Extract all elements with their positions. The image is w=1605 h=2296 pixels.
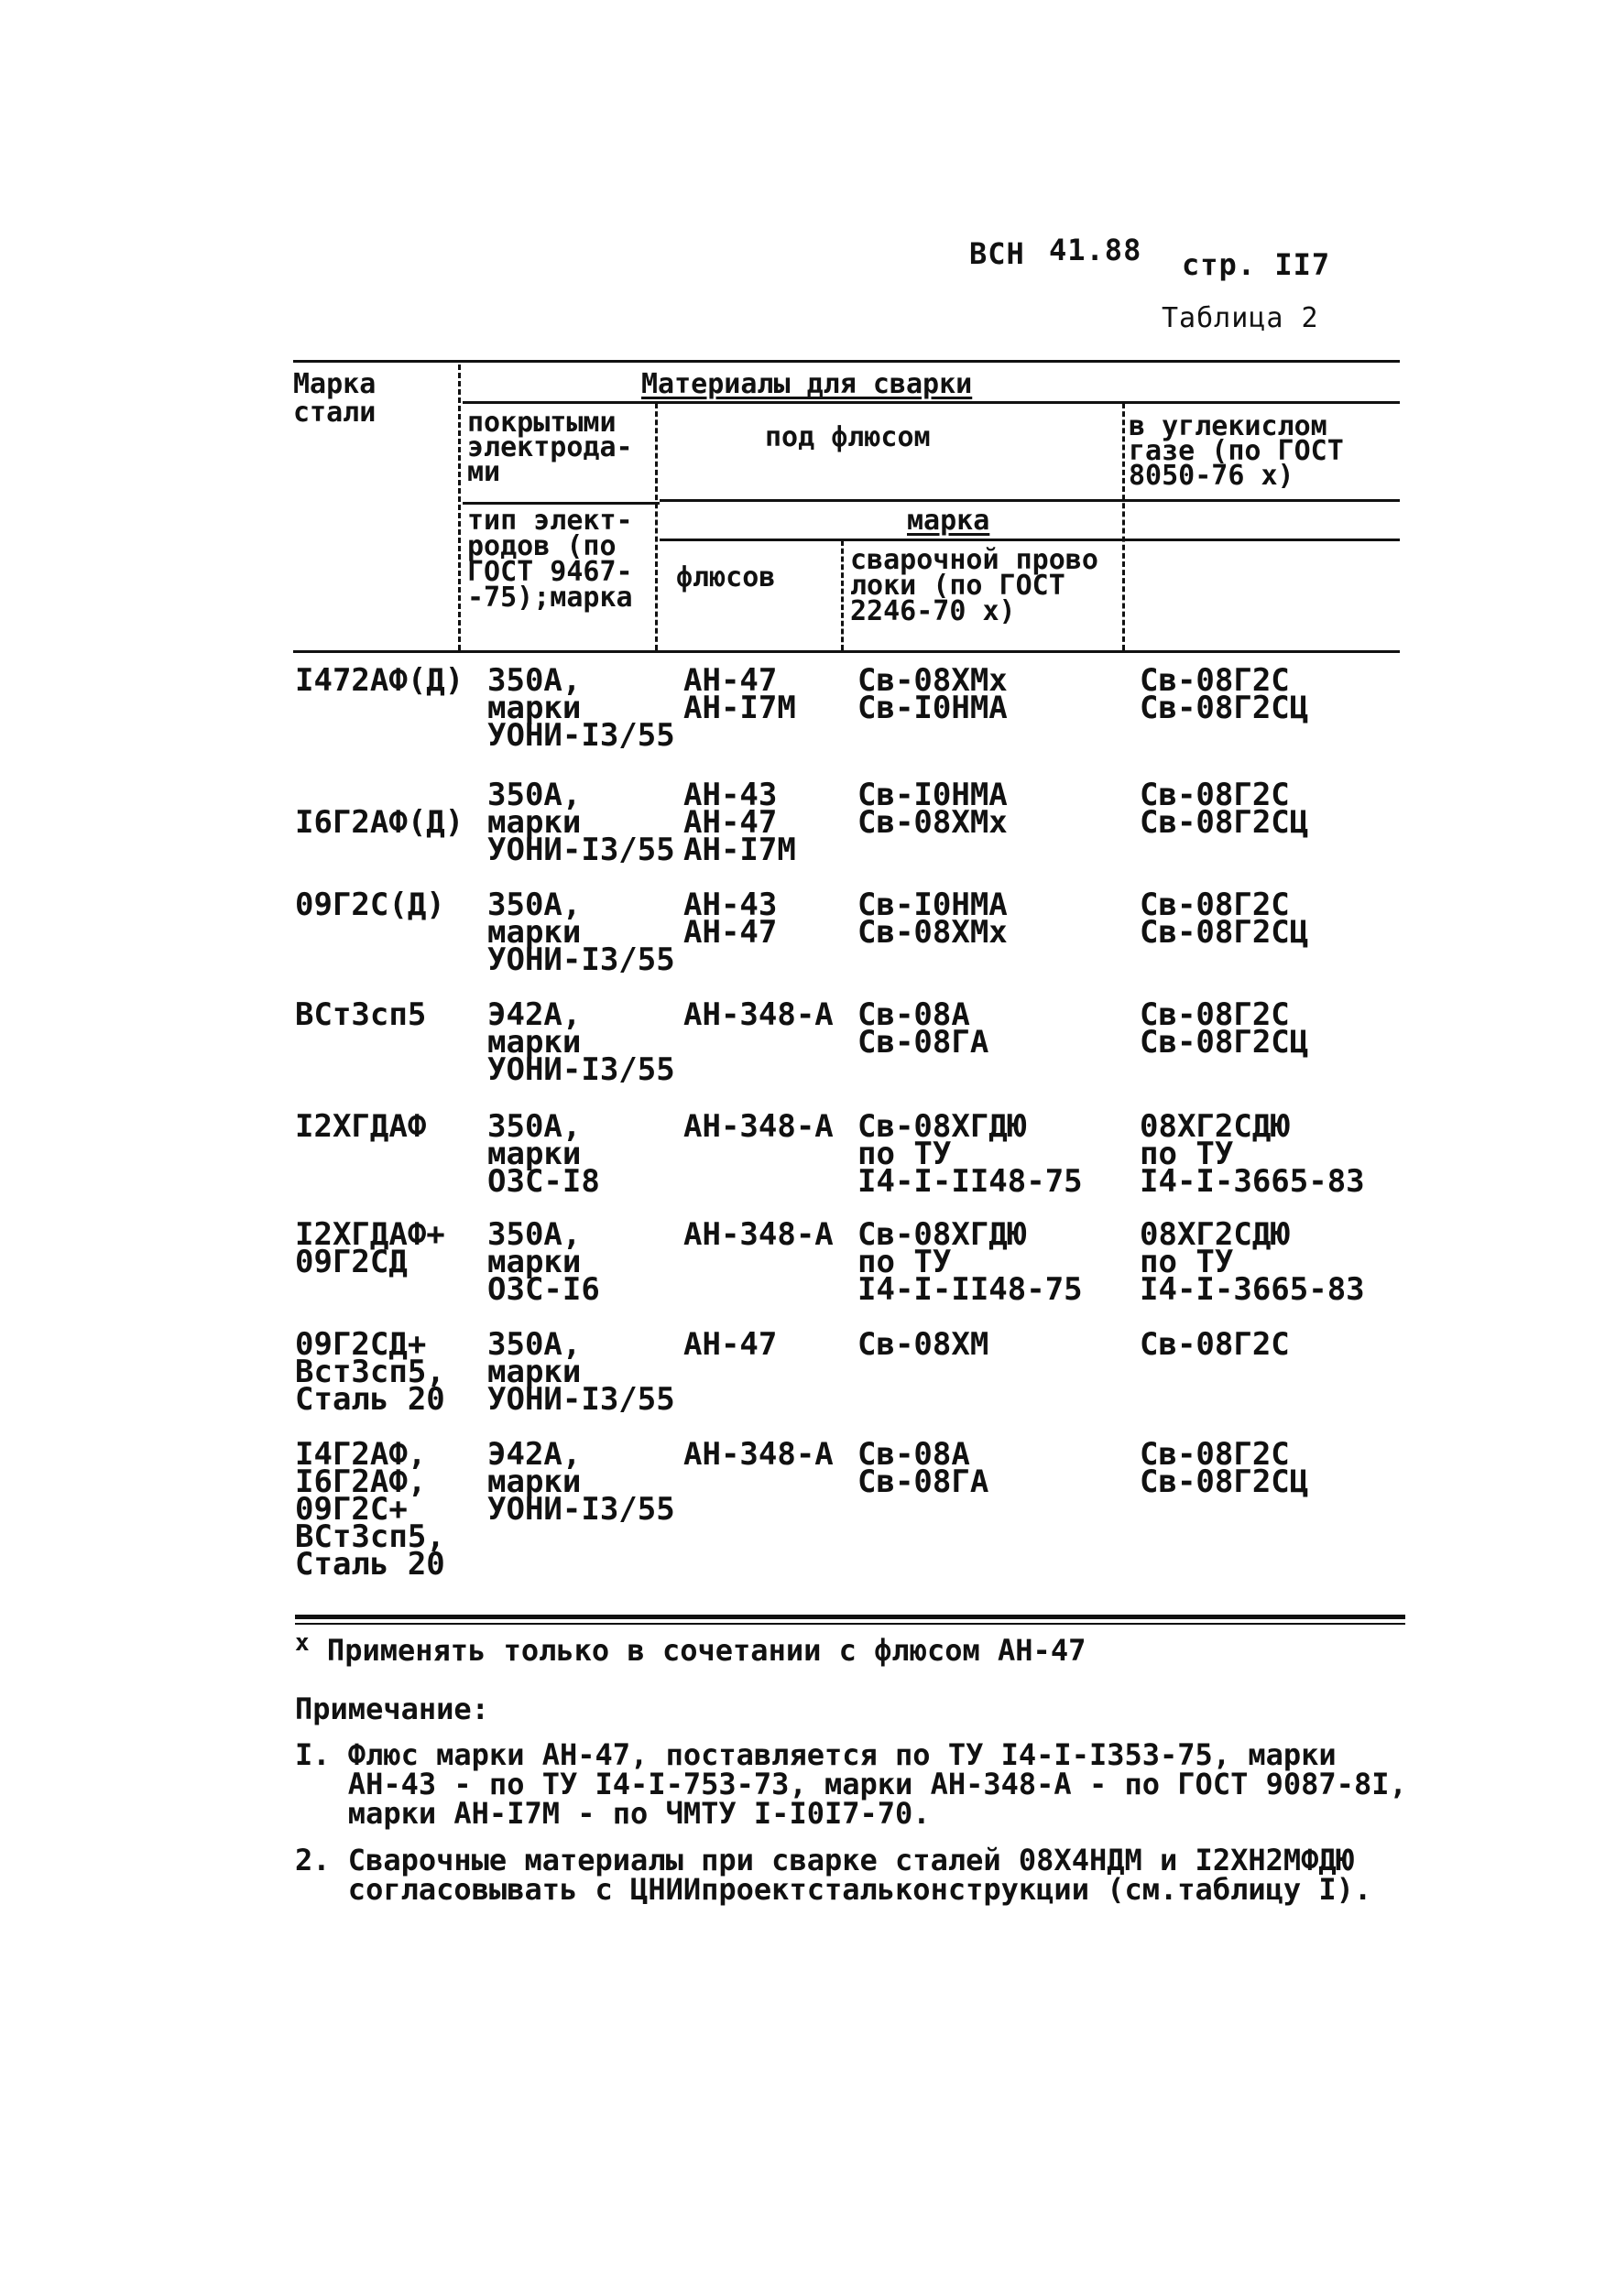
header-grade: марка (907, 505, 990, 537)
cell-gas: Св-08Г2С Св-08Г2СЦ (1140, 1436, 1309, 1500)
cell-electrode: Э42А, марки УОНИ-I3/55 (487, 1436, 675, 1528)
doc-code: ВСН (969, 236, 1025, 271)
materials-rule (463, 401, 1400, 404)
vline-flux (841, 540, 844, 650)
footnote-mark: х (295, 1629, 310, 1657)
header-welding-wire: сварочной прово локи (по ГОСТ 2246-70 х) (850, 544, 1098, 627)
cell-electrode: 350А, марки ОЗС-I6 (487, 1216, 600, 1308)
cell-electrode: 350А, марки УОНИ-I3/55 (487, 1326, 675, 1418)
cell-flux: АН-348-А (683, 1216, 834, 1253)
cell-steel: 09Г2С(Д) (295, 887, 445, 923)
doc-number: 41.88 (1049, 233, 1142, 267)
cell-flux: АН-47 (683, 1326, 778, 1363)
cell-wire: Св-I0НМА Св-08ХМх (857, 777, 1008, 841)
table-label: Таблица 2 (1162, 302, 1319, 334)
table-bottom-rule (295, 1615, 1405, 1619)
cell-flux: АН-43 АН-47 АН-I7М (683, 777, 796, 868)
vline-steel (458, 365, 461, 650)
cell-steel: ВСт3сп5 (295, 996, 427, 1033)
cell-gas: Св-08Г2С Св-08Г2СЦ (1140, 662, 1309, 726)
grade-rule (660, 539, 1400, 541)
footnote (295, 1629, 1086, 1668)
vline-electrode (655, 403, 658, 650)
cell-steel: I472АФ(Д) (295, 662, 464, 699)
table-row (295, 1216, 1394, 1331)
cell-electrode: Э42А, марки УОНИ-I3/55 (487, 996, 675, 1088)
cell-flux: АН-348-А (683, 1436, 834, 1473)
footnote-text: Применять только в сочетании с флюсом АН-47 (326, 1633, 1086, 1668)
header-materials: Материалы для сварки (641, 368, 973, 400)
cell-electrode: 350А, марки УОНИ-I3/55 (487, 887, 675, 978)
cell-electrode: 350А, марки УОНИ-I3/55 (487, 777, 675, 868)
table-row (295, 1436, 1394, 1587)
cell-wire: Св-08А Св-08ГА (857, 996, 989, 1061)
table-row (295, 777, 1394, 891)
cell-wire: Св-08ХМ (857, 1326, 989, 1363)
cell-wire: Св-08ХМх Св-I0НМА (857, 662, 1008, 726)
table-row (295, 662, 1394, 781)
table-row (295, 1108, 1394, 1221)
table-body (295, 662, 1394, 1587)
table-top-rule (293, 360, 1400, 363)
cell-flux: АН-47 АН-I7М (683, 662, 796, 726)
cell-flux: АН-348-А (683, 996, 834, 1033)
cell-wire: Св-08ХГДЮ по ТУ I4-I-II48-75 (857, 1108, 1083, 1200)
header-under-flux: под флюсом (765, 421, 931, 453)
header-co2-gas: в углекислом газе (по ГОСТ 8050-76 х) (1129, 410, 1344, 492)
header-flux: флюсов (676, 561, 776, 593)
cell-wire: Св-I0НМА Св-08ХМх (857, 887, 1008, 951)
cell-steel: 09Г2СД+ Вст3сп5, Сталь 20 (295, 1326, 445, 1418)
cell-steel: I2ХГДАФ+ 09Г2СД (295, 1216, 445, 1280)
cell-electrode: 350А, марки УОНИ-I3/55 (487, 662, 675, 754)
cell-gas: Св-08Г2С (1140, 1326, 1290, 1363)
header-steel-grade: Марка стали (293, 368, 377, 429)
cell-flux: АН-348-А (683, 1108, 834, 1145)
cell-electrode: 350А, марки ОЗС-I8 (487, 1108, 600, 1200)
cell-steel: I4Г2АФ, I6Г2АФ, 09Г2С+ ВСт3сп5, Сталь 20 (295, 1436, 445, 1583)
header-coated-electrodes: покрытыми электрода- ми (467, 407, 633, 488)
cell-gas: Св-08Г2С Св-08Г2СЦ (1140, 996, 1309, 1061)
cell-wire: Св-08ХГДЮ по ТУ I4-I-II48-75 (857, 1216, 1083, 1308)
table-row (295, 1326, 1394, 1441)
table-header-bottom-rule (293, 650, 1400, 653)
header-electrode-type: тип элект- родов (по ГОСТ 9467- -75);марка (467, 505, 633, 614)
table-row (295, 996, 1394, 1113)
notes-title: Примечание: (295, 1692, 489, 1726)
note-item-2: 2. Сварочные материалы при сварке сталей 08Х4НДМ и I2ХН2МФДЮ согласовывать с ЦНИИпроектстальконструкции (см.таблицу I). (295, 1843, 1372, 1907)
cell-steel: I2ХГДАФ (295, 1108, 427, 1145)
under-flux-rule (660, 499, 1400, 502)
vline-wire (1122, 403, 1125, 650)
cell-flux: АН-43 АН-47 (683, 887, 778, 951)
cell-steel: I6Г2АФ(Д) (295, 804, 464, 841)
cell-gas: Св-08Г2С Св-08Г2СЦ (1140, 777, 1309, 841)
table-bottom-rule-thin (295, 1623, 1405, 1625)
note-item-1: I. Флюс марки АН-47, поставляется по ТУ I4-I-I353-75, марки АН-43 - по ТУ I4-I-753-73, марки АН-348-А - по ГОСТ 9087-8I, марки АН-I7М - по ЧМТУ I-I0I7-70. (295, 1737, 1407, 1831)
cell-gas: Св-08Г2С Св-08Г2СЦ (1140, 887, 1309, 951)
page-number: стр. II7 (1182, 247, 1331, 282)
cell-wire: Св-08А Св-08ГА (857, 1436, 989, 1500)
cell-gas: 08ХГ2СДЮ по ТУ I4-I-3665-83 (1140, 1216, 1365, 1308)
cell-gas: 08ХГ2СДЮ по ТУ I4-I-3665-83 (1140, 1108, 1365, 1200)
table-row (295, 887, 1394, 1001)
